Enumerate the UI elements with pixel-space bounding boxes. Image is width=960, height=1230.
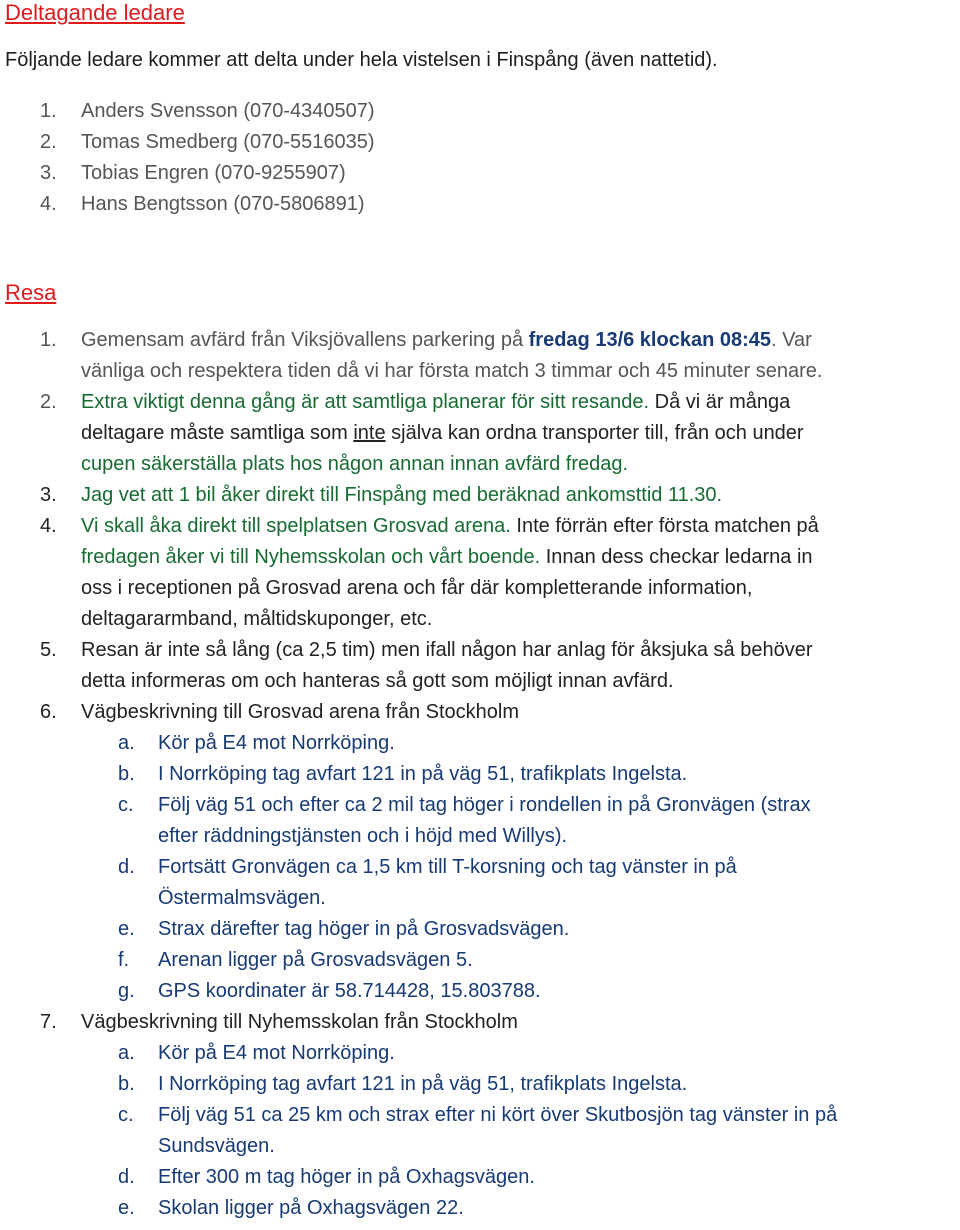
step-letter: e. xyxy=(118,918,135,940)
direction-step: I Norrköping tag avfart 121 in på väg 51, trafikplats Ingelsta. xyxy=(158,1073,688,1095)
list-number: 1. xyxy=(40,329,57,351)
step-letter: a. xyxy=(118,1042,135,1064)
leader-item: Tomas Smedberg (070-5516035) xyxy=(81,131,375,153)
step-letter: b. xyxy=(118,763,135,785)
step-letter: c. xyxy=(118,1104,134,1126)
direction-step: Skolan ligger på Oxhagsvägen 22. xyxy=(158,1197,464,1219)
directions-arena-title: Vägbeskrivning till Grosvad arena från Stockholm xyxy=(81,701,519,723)
travel-item-2-line-3: cupen säkerställa plats hos någon annan innan avfärd fredag. xyxy=(81,453,629,475)
travel-item-4-line-3: oss i receptionen på Grosvad arena och får där kompletterande information, xyxy=(81,577,753,599)
list-number: 6. xyxy=(40,701,57,723)
direction-step-continued: Östermalmsvägen. xyxy=(158,887,326,909)
list-number: 7. xyxy=(40,1011,57,1033)
list-number: 4. xyxy=(40,515,57,537)
travel-item-2-line-1 xyxy=(81,391,790,414)
step-letter: e. xyxy=(118,1197,135,1219)
text: Innan dess checkar ledarna in xyxy=(540,546,813,568)
text: . Var xyxy=(771,329,812,351)
list-number: 2. xyxy=(40,391,57,413)
direction-step: Arenan ligger på Grosvadsvägen 5. xyxy=(158,949,473,971)
travel-item-4-line-4: deltagararmband, måltidskuponger, etc. xyxy=(81,608,433,630)
direction-step-continued: Sundsvägen. xyxy=(158,1135,275,1157)
text: själva kan ordna transporter till, från och under xyxy=(385,422,804,444)
direction-step: Fortsätt Gronvägen ca 1,5 km till T-korsning och tag vänster in på xyxy=(158,856,737,878)
list-number: 5. xyxy=(40,639,57,661)
travel-item-4-line-2 xyxy=(81,546,813,569)
step-letter: d. xyxy=(118,856,135,878)
leaders-heading: Deltagande ledare xyxy=(5,0,185,25)
travel-item-3-line-1: Jag vet att 1 bil åker direkt till Finspång med beräknad ankomsttid 11.30. xyxy=(81,484,723,506)
step-letter: b. xyxy=(118,1073,135,1095)
text: Gemensam avfärd från Viksjövallens parkering på xyxy=(81,329,529,351)
text: Inte förrän efter första matchen på xyxy=(510,515,819,537)
travel-item-1-line-1 xyxy=(81,329,812,352)
direction-step: Följ väg 51 ca 25 km och strax efter ni kört över Skutbosjön tag vänster in på xyxy=(158,1104,838,1126)
text: Då vi är många xyxy=(649,391,791,413)
directions-school-title: Vägbeskrivning till Nyhemsskolan från Stockholm xyxy=(81,1011,518,1033)
list-number: 3. xyxy=(40,162,57,184)
direction-step: I Norrköping tag avfart 121 in på väg 51, trafikplats Ingelsta. xyxy=(158,763,688,785)
text: fredagen åker vi till Nyhemsskolan och vårt boende. xyxy=(81,546,541,568)
list-number: 4. xyxy=(40,193,57,215)
text: Vi skall åka direkt till spelplatsen Grosvad arena. xyxy=(81,515,511,537)
leader-item: Anders Svensson (070-4340507) xyxy=(81,100,375,122)
list-number: 3. xyxy=(40,484,57,506)
leader-item: Hans Bengtsson (070-5806891) xyxy=(81,193,365,215)
step-letter: f. xyxy=(118,949,130,971)
travel-item-2-line-2 xyxy=(81,422,804,445)
direction-step: Kör på E4 mot Norrköping. xyxy=(158,1042,395,1064)
leader-item: Tobias Engren (070-9255907) xyxy=(81,162,346,184)
list-number: 1. xyxy=(40,100,57,122)
travel-heading: Resa xyxy=(5,280,57,305)
direction-step: Kör på E4 mot Norrköping. xyxy=(158,732,395,754)
departure-time: fredag 13/6 klockan 08:45 xyxy=(528,329,771,351)
step-letter: g. xyxy=(118,980,135,1002)
list-number: 2. xyxy=(40,131,57,153)
travel-item-1-line-2: vänliga och respektera tiden då vi har första match 3 timmar och 45 minuter senare. xyxy=(81,360,823,382)
step-letter: c. xyxy=(118,794,134,816)
travel-item-5-line-2: detta informeras om och hanteras så gott som möjligt innan avfärd. xyxy=(81,670,674,692)
text: Extra viktigt denna gång är att samtliga planerar för sitt resande. xyxy=(81,391,650,413)
direction-step: GPS koordinater är 58.714428, 15.803788. xyxy=(158,980,541,1002)
emphasis-underline: inte xyxy=(353,422,386,444)
step-letter: d. xyxy=(118,1166,135,1188)
direction-step: Efter 300 m tag höger in på Oxhagsvägen. xyxy=(158,1166,535,1188)
direction-step: Strax därefter tag höger in på Grosvadsvägen. xyxy=(158,918,570,940)
direction-step-continued: efter räddningstjänsten och i höjd med Willys). xyxy=(158,825,568,847)
travel-item-5-line-1: Resan är inte så lång (ca 2,5 tim) men ifall någon har anlag för åksjuka så behöver xyxy=(81,639,813,661)
leaders-intro: Följande ledare kommer att delta under hela vistelsen i Finspång (även nattetid). xyxy=(5,49,718,71)
step-letter: a. xyxy=(118,732,135,754)
travel-item-4-line-1 xyxy=(81,515,819,538)
direction-step: Följ väg 51 och efter ca 2 mil tag höger i rondellen in på Gronvägen (strax xyxy=(158,794,811,816)
text: deltagare måste samtliga som xyxy=(81,422,354,444)
